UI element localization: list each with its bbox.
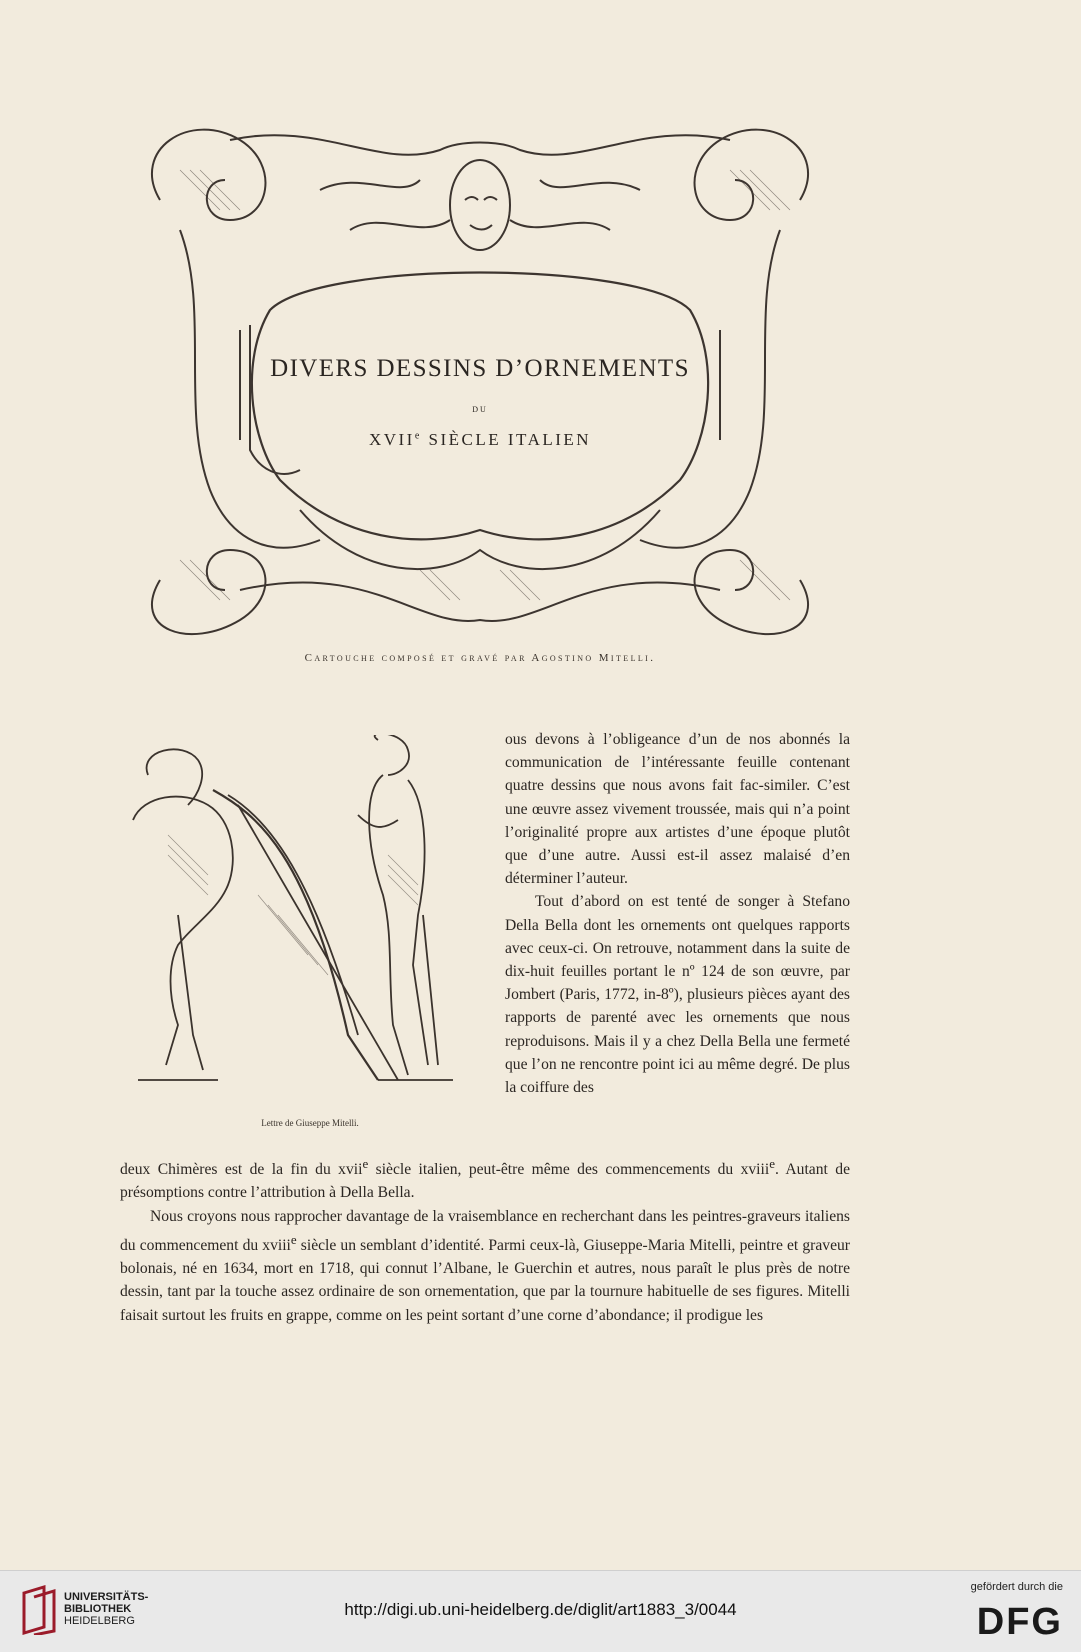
- paragraph-4-end: siècle un semblant d’identité. Parmi ceux-là, Giuseppe-Maria Mitelli, peintre et graveur bolonais, né en 1634, mort en 1718, qui connut l’Albane, le Guerchin et autres, nous paraît le plus près de notre dessin, tant par la touche assez ordinaire de son ornementation, que par la tournure habituelle de ses figures. Mitelli faisait surtout les fruits en grappe, comme on les peint sortant d’une corne d’abondance; il prodigue les: [120, 1236, 850, 1324]
- paragraph-3-mid: siècle italien, peut-être même des commencements du xviii: [368, 1161, 770, 1179]
- cartouche-title: [270, 355, 690, 450]
- title-line-2: [270, 430, 690, 450]
- initial-letter-figures-image: [108, 735, 478, 1095]
- title-du: DU: [472, 405, 488, 414]
- paragraph-4-start: Nous croyons nous rapprocher davantage de la vraisemblance en recherchant dans les peintres-graveurs italiens du commencement du xviii: [120, 1207, 850, 1254]
- library-name-line-3: HEIDELBERG: [64, 1615, 135, 1627]
- cartouche-caption: Cartouche composé et gravé par Agostino Mitelli.: [304, 652, 656, 664]
- initial-letter-engraving: [108, 735, 478, 1095]
- title-line-2-suffix: SIÈCLE ITALIEN: [421, 430, 592, 449]
- title-line-2-prefix: XVII: [368, 430, 415, 449]
- paragraph-3-sup-1: e: [362, 1156, 369, 1171]
- paragraph-4-sup: e: [290, 1231, 297, 1247]
- paragraph-3: [120, 1152, 850, 1205]
- paragraph-3-end: . Autant de présomptions contre l’attribution à Della Bella.: [120, 1161, 850, 1202]
- paragraph-3-sup-2: e: [769, 1156, 775, 1171]
- funded-by-label: gefördert durch die: [970, 1581, 1063, 1593]
- paragraph-3-start: deux Chimères est de la fin du xvii: [120, 1161, 363, 1179]
- source-url-link[interactable]: http://digi.ub.uni-heidelberg.de/diglit/art1883_3/0044: [344, 1600, 737, 1619]
- dfg-logo: DFG: [976, 1601, 1063, 1643]
- title-line-2-sup: e: [414, 430, 422, 442]
- footer-bar: [0, 1570, 1081, 1652]
- text-column-right: [505, 728, 850, 1099]
- library-name-line-2: BIBLIOTHEK: [64, 1603, 132, 1615]
- text-full-width: [120, 1152, 850, 1327]
- paragraph-2: Tout d’abord on est tenté de songer à Stefano Della Bella dont les ornements ont quelques rapports avec ceux-ci. On retrouve, notamment dans la suite de dix-huit feuilles portant le nº 124 de son œuvre, par Jombert (Paris, 1772, in-8º), plusieurs pièces ayant des rapports de parenté avec les ornements que nous reproduisons. Mais il y a chez Della Bella une fermeté que l’on ne rencontre point ici au même degré. De plus la coiffure des: [505, 893, 850, 1097]
- title-line-1: DIVERS DESSINS D’ORNEMENTS: [270, 355, 690, 382]
- paragraph-4: [120, 1205, 850, 1327]
- paragraph-1: ous devons à l’obligeance d’un de nos abonnés la communication de l’intéressante feuille contenant quatre dessins que nous avons fait fac-similer. C’est une œuvre assez vivement troussée, mais qui n’a point l’originalité propre aux artistes d’une époque plutôt que d’une autre. Aussi est-il assez malaisé d’en déterminer l’auteur.: [505, 731, 850, 888]
- library-name-line-1: UNIVERSITÄTS-: [64, 1591, 149, 1603]
- initial-caption: Lettre de Giuseppe Mitelli.: [261, 1118, 359, 1128]
